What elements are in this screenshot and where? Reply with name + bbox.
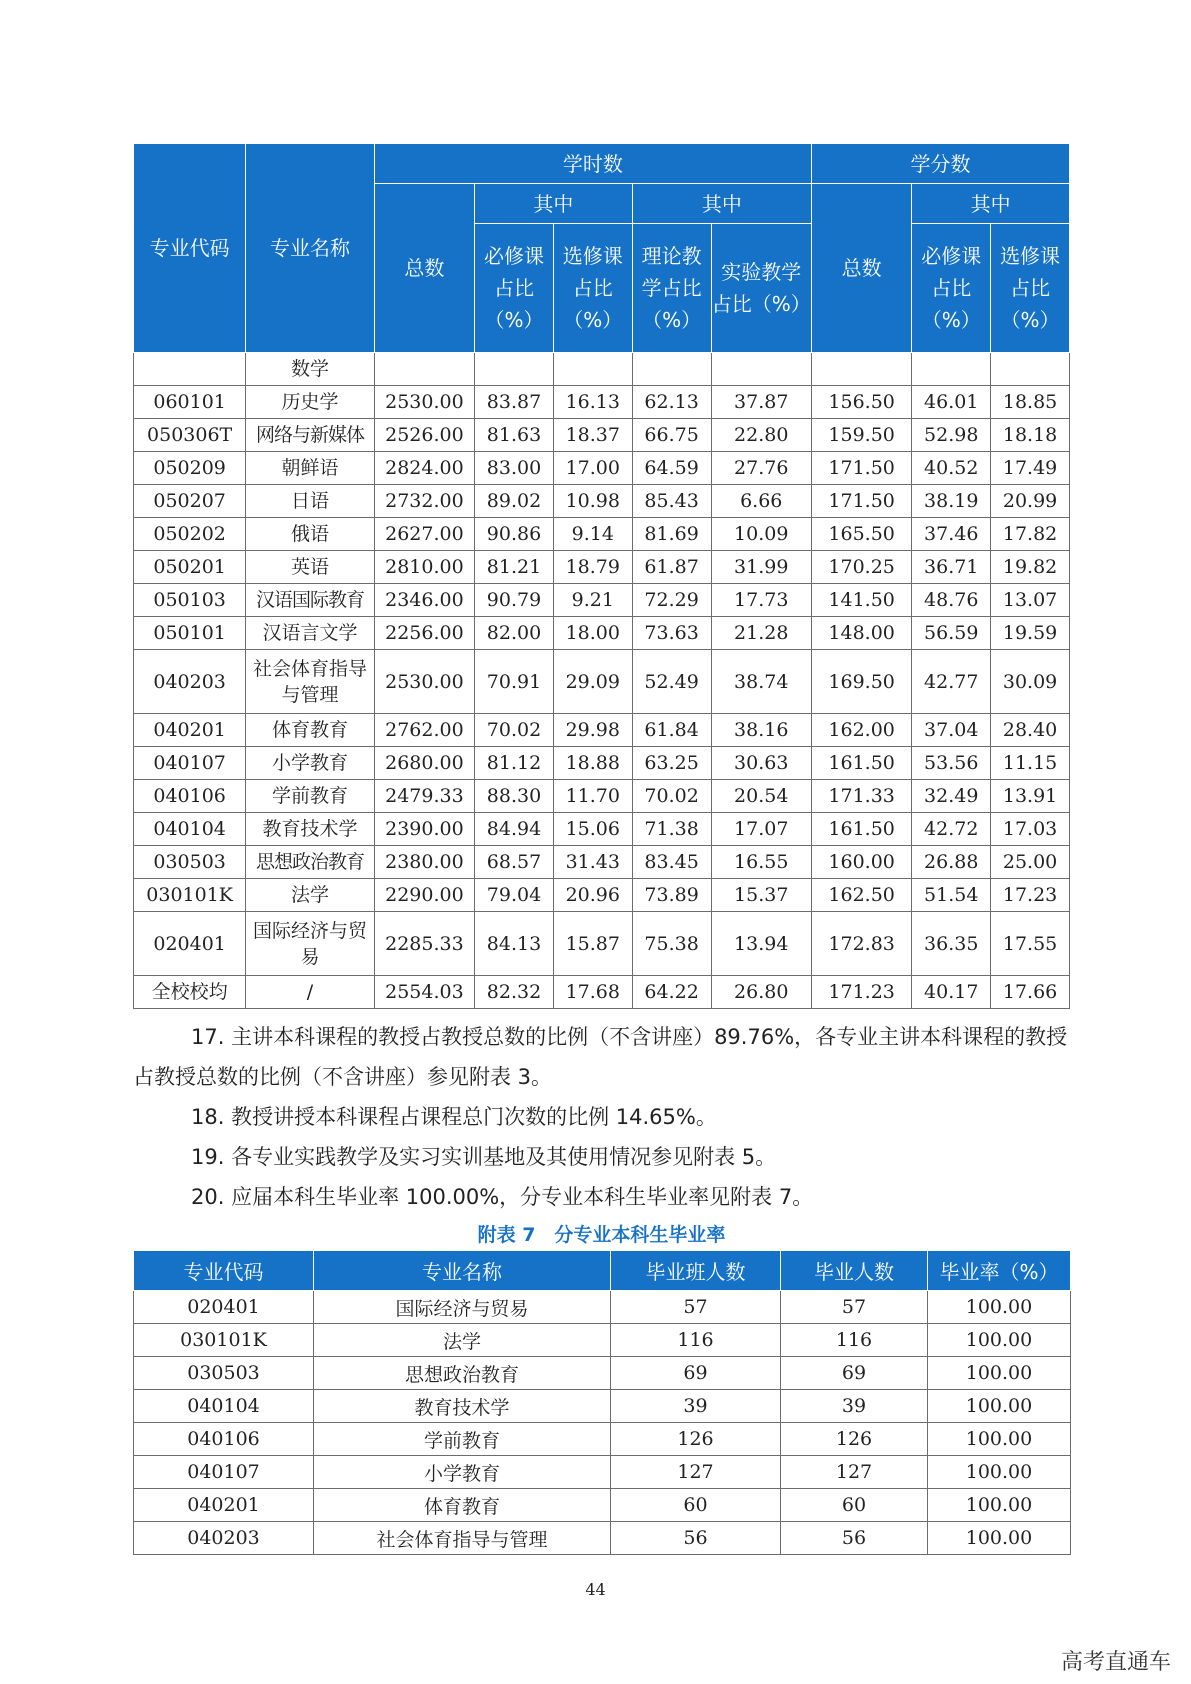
- table-row: [134, 747, 1070, 780]
- table-cell-theory: 70.02: [632, 780, 711, 813]
- table-row: [134, 1357, 1071, 1390]
- table-cell-hours-total: 2390.00: [374, 813, 474, 846]
- table-cell: 60: [611, 1489, 781, 1522]
- table-row: [134, 617, 1070, 650]
- table-row: [134, 485, 1070, 518]
- table-cell-hours-total: 2824.00: [374, 452, 474, 485]
- table-row: [134, 714, 1070, 747]
- table-cell-credits-total: 162.00: [811, 714, 911, 747]
- table-cell-code: 040104: [134, 813, 246, 846]
- watermark: 高考直通车: [1060, 1650, 1171, 1675]
- table-cell: 100.00: [928, 1522, 1071, 1555]
- header-code: 专业代码: [134, 144, 246, 353]
- table-cell-c-elec: 17.55: [991, 912, 1070, 976]
- table-cell: 100.00: [928, 1423, 1071, 1456]
- table-cell-req: 89.02: [475, 485, 554, 518]
- table-cell-elec: 9.21: [553, 584, 632, 617]
- table-cell-code: 030101K: [134, 879, 246, 912]
- table-cell-c-elec: 13.07: [991, 584, 1070, 617]
- table-cell: 127: [781, 1456, 928, 1489]
- table-cell-elec: 17.68: [553, 976, 632, 1009]
- table-cell-name: 思想政治教育: [246, 846, 374, 879]
- table-cell-code: 050201: [134, 551, 246, 584]
- table-cell-elec: 31.43: [553, 846, 632, 879]
- table-cell-code: 040106: [134, 780, 246, 813]
- table-cell-hours-total: 2762.00: [374, 714, 474, 747]
- table-cell-code: 040107: [134, 747, 246, 780]
- table-cell-credits-total: 170.25: [811, 551, 911, 584]
- table-cell: [475, 353, 554, 386]
- table-row: [134, 650, 1070, 714]
- table-cell-hours-total: 2290.00: [374, 879, 474, 912]
- table-cell-req: 84.13: [475, 912, 554, 976]
- table-cell-c-req: 40.17: [912, 976, 991, 1009]
- table-cell: 57: [781, 1291, 928, 1324]
- table-cell-exp: 13.94: [711, 912, 811, 976]
- table-cell-exp: 27.76: [711, 452, 811, 485]
- header-credits-elective: 选修课占比（%）: [991, 224, 1070, 353]
- table-cell-hours-total: 2285.33: [374, 912, 474, 976]
- table-cell: 57: [611, 1291, 781, 1324]
- table-cell-c-req: 36.35: [912, 912, 991, 976]
- table-cell-name: 朝鲜语: [246, 452, 374, 485]
- table-cell: 国际经济与贸易: [314, 1291, 611, 1324]
- table-cell-credits-total: 160.00: [811, 846, 911, 879]
- table-row: [134, 518, 1070, 551]
- table-cell: 100.00: [928, 1489, 1071, 1522]
- table-cell-c-elec: 19.82: [991, 551, 1070, 584]
- table-cell-name: 汉语国际教育: [246, 584, 374, 617]
- paragraph-19: 19. 各专业实践教学及实习实训基地及其使用情况参见附表 5。: [191, 1145, 777, 1169]
- table-cell-credits-total: 141.50: [811, 584, 911, 617]
- table-cell: 100.00: [928, 1324, 1071, 1357]
- table-cell-req: 82.32: [475, 976, 554, 1009]
- table-cell-c-elec: 25.00: [991, 846, 1070, 879]
- table-row: [134, 1522, 1071, 1555]
- table-cell: 数学: [246, 353, 374, 386]
- table-cell-c-req: 53.56: [912, 747, 991, 780]
- table-cell-c-req: 56.59: [912, 617, 991, 650]
- table-cell-elec: 29.09: [553, 650, 632, 714]
- table-cell-c-req: 46.01: [912, 386, 991, 419]
- table-cell-c-elec: 17.23: [991, 879, 1070, 912]
- table-cell-c-elec: 17.82: [991, 518, 1070, 551]
- table-cell-req: 68.57: [475, 846, 554, 879]
- table-cell-req: 88.30: [475, 780, 554, 813]
- table-cell: [991, 353, 1070, 386]
- table-cell: [632, 353, 711, 386]
- table-cell-req: 90.86: [475, 518, 554, 551]
- table-cell-code: 050202: [134, 518, 246, 551]
- table-row: [134, 1291, 1071, 1324]
- table-cell: 69: [611, 1357, 781, 1390]
- table-cell-credits-total: 171.23: [811, 976, 911, 1009]
- table-cell-theory: 61.87: [632, 551, 711, 584]
- table-cell: 040106: [134, 1423, 314, 1456]
- table-row: [134, 879, 1070, 912]
- table-cell-req: 81.21: [475, 551, 554, 584]
- table1-body: [134, 353, 1070, 1009]
- table-cell-req: 84.94: [475, 813, 554, 846]
- table-cell-c-elec: 11.15: [991, 747, 1070, 780]
- table-cell-credits-total: 165.50: [811, 518, 911, 551]
- table-cell-req: 70.91: [475, 650, 554, 714]
- table-cell-exp: 17.73: [711, 584, 811, 617]
- table-cell-c-req: 40.52: [912, 452, 991, 485]
- table-cell-theory: 85.43: [632, 485, 711, 518]
- table-cell-exp: 30.63: [711, 747, 811, 780]
- table-row: [134, 1456, 1071, 1489]
- table-cell: [374, 353, 474, 386]
- header-credits-total: 总数: [811, 184, 911, 353]
- table-cell: [912, 353, 991, 386]
- table-cell: 100.00: [928, 1456, 1071, 1489]
- table-cell-elec: 15.06: [553, 813, 632, 846]
- table-cell-c-req: 42.72: [912, 813, 991, 846]
- table-cell-c-req: 38.19: [912, 485, 991, 518]
- credits-hours-table: [133, 143, 1070, 1009]
- table-cell-elec: 18.00: [553, 617, 632, 650]
- table-cell-hours-total: 2732.00: [374, 485, 474, 518]
- table-cell-c-req: 32.49: [912, 780, 991, 813]
- table-cell: 100.00: [928, 1291, 1071, 1324]
- table-cell: [553, 353, 632, 386]
- table-cell-theory: 61.84: [632, 714, 711, 747]
- header-credits-required: 必修课占比（%）: [912, 224, 991, 353]
- table-cell-name: 网络与新媒体: [246, 419, 374, 452]
- table-cell: 社会体育指导与管理: [314, 1522, 611, 1555]
- graduation-rate-table: [133, 1250, 1071, 1555]
- table-row: [134, 584, 1070, 617]
- table-cell-hours-total: 2346.00: [374, 584, 474, 617]
- table-cell-c-req: 42.77: [912, 650, 991, 714]
- table-cell: 030503: [134, 1357, 314, 1390]
- table-cell-theory: 71.38: [632, 813, 711, 846]
- table-cell-credits-total: 159.50: [811, 419, 911, 452]
- header-hours-required: 必修课占比（%）: [475, 224, 554, 353]
- table-cell: 60: [781, 1489, 928, 1522]
- table-cell-elec: 20.96: [553, 879, 632, 912]
- table-cell-name: 学前教育: [246, 780, 374, 813]
- table-cell-name: 英语: [246, 551, 374, 584]
- table-cell-req: 90.79: [475, 584, 554, 617]
- table-cell: 69: [781, 1357, 928, 1390]
- table-cell: 39: [611, 1390, 781, 1423]
- table-cell-c-elec: 18.18: [991, 419, 1070, 452]
- header-experiment: 实验教学占比（%）: [711, 224, 811, 353]
- table-cell: 思想政治教育: [314, 1357, 611, 1390]
- header-name: 专业名称: [246, 144, 374, 353]
- table-cell: 116: [611, 1324, 781, 1357]
- table-cell-credits-total: 161.50: [811, 813, 911, 846]
- table-cell-req: 83.00: [475, 452, 554, 485]
- table-cell: 040107: [134, 1456, 314, 1489]
- table-cell-theory: 64.22: [632, 976, 711, 1009]
- table-cell-theory: 81.69: [632, 518, 711, 551]
- table-row: [134, 846, 1070, 879]
- header-graduates: 毕业人数: [781, 1251, 928, 1291]
- table-cell-name: 历史学: [246, 386, 374, 419]
- table-cell-c-req: 37.46: [912, 518, 991, 551]
- table-cell-code: 050306T: [134, 419, 246, 452]
- table-cell-exp: 20.54: [711, 780, 811, 813]
- table-cell-credits-total: 171.33: [811, 780, 911, 813]
- table-cell-credits-total: 169.50: [811, 650, 911, 714]
- table-cell: 040201: [134, 1489, 314, 1522]
- table-cell-c-elec: 28.40: [991, 714, 1070, 747]
- table-cell-theory: 75.38: [632, 912, 711, 976]
- table-cell: 040203: [134, 1522, 314, 1555]
- table-cell-elec: 18.37: [553, 419, 632, 452]
- table-cell: [811, 353, 911, 386]
- table-cell-exp: 38.16: [711, 714, 811, 747]
- table-cell-elec: 18.88: [553, 747, 632, 780]
- table-cell: 法学: [314, 1324, 611, 1357]
- table-cell-code: 040201: [134, 714, 246, 747]
- table-cell-code: 030503: [134, 846, 246, 879]
- table-cell-req: 83.87: [475, 386, 554, 419]
- table-row: [134, 1324, 1071, 1357]
- header-name: 专业名称: [314, 1251, 611, 1291]
- table-cell-exp: 17.07: [711, 813, 811, 846]
- table-cell-name: 体育教育: [246, 714, 374, 747]
- header-theory: 理论教学占比（%）: [632, 224, 711, 353]
- table-cell-name: /: [246, 976, 374, 1009]
- header-hours-total: 总数: [374, 184, 474, 353]
- table-row: [134, 452, 1070, 485]
- header-code: 专业代码: [134, 1251, 314, 1291]
- header-hours-of-which-1: 其中: [475, 184, 633, 224]
- table-cell: 020401: [134, 1291, 314, 1324]
- table-cell: 体育教育: [314, 1489, 611, 1522]
- table-cell-credits-total: 171.50: [811, 452, 911, 485]
- table-cell-exp: 21.28: [711, 617, 811, 650]
- table-cell-exp: 6.66: [711, 485, 811, 518]
- table-cell-name: 小学教育: [246, 747, 374, 780]
- paragraph-17: 17. 主讲本科课程的教授占教授总数的比例（不含讲座）89.76%，各专业主讲本科课程的教授占教授总数的比例（不含讲座）参见附表 3。: [133, 1025, 1068, 1089]
- table-cell-code: 060101: [134, 386, 246, 419]
- table-caption: 附表 7 分专业本科生毕业率: [477, 1224, 726, 1246]
- header-class-size: 毕业班人数: [611, 1251, 781, 1291]
- table-cell-theory: 83.45: [632, 846, 711, 879]
- table-cell: 126: [781, 1423, 928, 1456]
- paragraph-18: 18. 教授讲授本科课程占课程总门次数的比例 14.65%。: [191, 1105, 717, 1129]
- table-cell-credits-total: 162.50: [811, 879, 911, 912]
- table-cell: 100.00: [928, 1357, 1071, 1390]
- table-cell-c-elec: 20.99: [991, 485, 1070, 518]
- table-row: [134, 386, 1070, 419]
- header-credits-group: 学分数: [811, 144, 1069, 184]
- table-row: [134, 813, 1070, 846]
- table-row: [134, 912, 1070, 976]
- table-cell: 030101K: [134, 1324, 314, 1357]
- table-cell: 小学教育: [314, 1456, 611, 1489]
- table-cell-exp: 37.87: [711, 386, 811, 419]
- table-cell-credits-total: 148.00: [811, 617, 911, 650]
- table-cell-code: 050101: [134, 617, 246, 650]
- table-cell-theory: 73.63: [632, 617, 711, 650]
- table-cell-theory: 73.89: [632, 879, 711, 912]
- table-cell-theory: 52.49: [632, 650, 711, 714]
- table-cell-req: 81.63: [475, 419, 554, 452]
- table-cell: 100.00: [928, 1390, 1071, 1423]
- table-cell-theory: 64.59: [632, 452, 711, 485]
- table-cell-code: 020401: [134, 912, 246, 976]
- table-cell-hours-total: 2810.00: [374, 551, 474, 584]
- table-cell-hours-total: 2530.00: [374, 650, 474, 714]
- table-cell-c-elec: 19.59: [991, 617, 1070, 650]
- table-cell-credits-total: 161.50: [811, 747, 911, 780]
- table-cell-elec: 9.14: [553, 518, 632, 551]
- table-cell-c-elec: 13.91: [991, 780, 1070, 813]
- table-cell-name: 日语: [246, 485, 374, 518]
- table-cell-c-req: 51.54: [912, 879, 991, 912]
- table-cell-credits-total: 156.50: [811, 386, 911, 419]
- header-hours-group: 学时数: [374, 144, 811, 184]
- table-cell-exp: 38.74: [711, 650, 811, 714]
- table-cell-code: 050103: [134, 584, 246, 617]
- table-cell-c-elec: 17.49: [991, 452, 1070, 485]
- table-cell: 127: [611, 1456, 781, 1489]
- table-cell-req: 79.04: [475, 879, 554, 912]
- table-cell-exp: 10.09: [711, 518, 811, 551]
- table-cell-hours-total: 2526.00: [374, 419, 474, 452]
- table-cell-c-req: 48.76: [912, 584, 991, 617]
- table-row: [134, 1489, 1071, 1522]
- table-cell: 56: [611, 1522, 781, 1555]
- table-cell-c-elec: 17.03: [991, 813, 1070, 846]
- table-cell-exp: 22.80: [711, 419, 811, 452]
- table-cell: 56: [781, 1522, 928, 1555]
- table-cell-name: 汉语言文学: [246, 617, 374, 650]
- table-cell-name: 法学: [246, 879, 374, 912]
- table-cell-c-elec: 18.85: [991, 386, 1070, 419]
- table-cell-exp: 15.37: [711, 879, 811, 912]
- header-credits-of-which: 其中: [912, 184, 1070, 224]
- table-cell-name: 国际经济与贸易: [246, 912, 374, 976]
- table-cell-hours-total: 2380.00: [374, 846, 474, 879]
- header-hours-of-which-2: 其中: [632, 184, 811, 224]
- table-cell-elec: 16.13: [553, 386, 632, 419]
- table-row: [134, 1423, 1071, 1456]
- table-row: [134, 976, 1070, 1009]
- table-cell: [711, 353, 811, 386]
- table-cell-theory: 72.29: [632, 584, 711, 617]
- table-cell-req: 81.12: [475, 747, 554, 780]
- table-cell: 040104: [134, 1390, 314, 1423]
- table-cell: 学前教育: [314, 1423, 611, 1456]
- table-cell-req: 82.00: [475, 617, 554, 650]
- table-cell-c-req: 36.71: [912, 551, 991, 584]
- table-cell: [134, 353, 246, 386]
- table-cell-hours-total: 2256.00: [374, 617, 474, 650]
- table-cell-c-req: 26.88: [912, 846, 991, 879]
- table-cell-exp: 16.55: [711, 846, 811, 879]
- table-cell-name: 社会体育指导与管理: [246, 650, 374, 714]
- table-cell-c-elec: 17.66: [991, 976, 1070, 1009]
- table-cell-req: 70.02: [475, 714, 554, 747]
- table-cell-code: 040203: [134, 650, 246, 714]
- table-cell-c-req: 52.98: [912, 419, 991, 452]
- table-cell-c-req: 37.04: [912, 714, 991, 747]
- paragraph-20: 20. 应届本科生毕业率 100.00%，分专业本科生毕业率见附表 7。: [191, 1185, 814, 1209]
- table-cell-elec: 10.98: [553, 485, 632, 518]
- table-cell-code: 050209: [134, 452, 246, 485]
- header-hours-elective: 选修课占比（%）: [553, 224, 632, 353]
- table-cell-name: 教育技术学: [246, 813, 374, 846]
- table-cell-c-elec: 30.09: [991, 650, 1070, 714]
- table-cell: 116: [781, 1324, 928, 1357]
- table-cell-hours-total: 2479.33: [374, 780, 474, 813]
- table-cell-hours-total: 2680.00: [374, 747, 474, 780]
- table-cell-elec: 15.87: [553, 912, 632, 976]
- table-row: [134, 1390, 1071, 1423]
- table2-body: [134, 1291, 1071, 1555]
- table-cell-hours-total: 2627.00: [374, 518, 474, 551]
- table-cell-theory: 66.75: [632, 419, 711, 452]
- table-cell-code: 050207: [134, 485, 246, 518]
- table-cell-elec: 18.79: [553, 551, 632, 584]
- table-cell: 教育技术学: [314, 1390, 611, 1423]
- table-cell-credits-total: 172.83: [811, 912, 911, 976]
- table-cell: 39: [781, 1390, 928, 1423]
- table-cell: 126: [611, 1423, 781, 1456]
- table-cell-elec: 11.70: [553, 780, 632, 813]
- table-cell-credits-total: 171.50: [811, 485, 911, 518]
- table-cell-elec: 17.00: [553, 452, 632, 485]
- table-cell-exp: 31.99: [711, 551, 811, 584]
- table-cell-code: 全校校均: [134, 976, 246, 1009]
- table-cell-theory: 63.25: [632, 747, 711, 780]
- table-row: [134, 780, 1070, 813]
- table-cell-exp: 26.80: [711, 976, 811, 1009]
- table-cell-name: 俄语: [246, 518, 374, 551]
- header-rate: 毕业率（%）: [928, 1251, 1071, 1291]
- table-row: [134, 551, 1070, 584]
- table-cell-hours-total: 2530.00: [374, 386, 474, 419]
- table-cell-hours-total: 2554.03: [374, 976, 474, 1009]
- table-cell-theory: 62.13: [632, 386, 711, 419]
- table-cell-elec: 29.98: [553, 714, 632, 747]
- page-number: 44: [585, 1580, 606, 1599]
- table-row: [134, 419, 1070, 452]
